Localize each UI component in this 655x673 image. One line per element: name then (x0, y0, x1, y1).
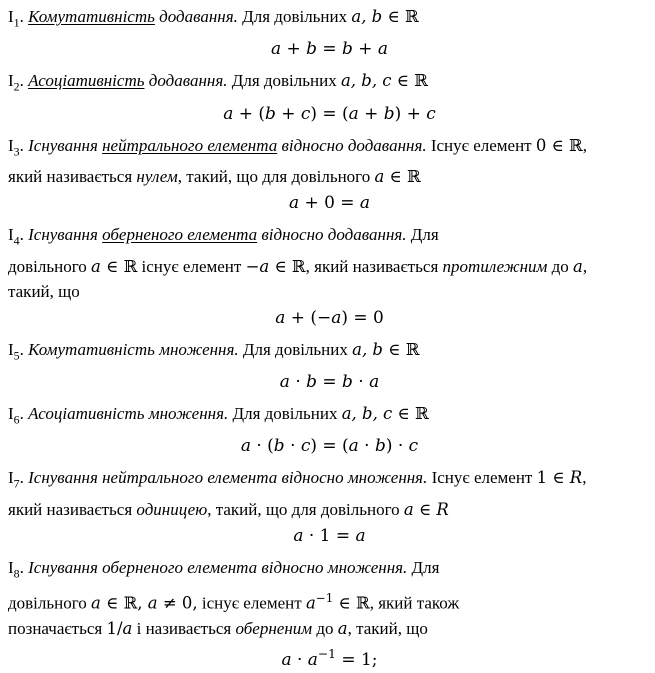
text-run: . (19, 7, 29, 26)
math-variable: a (91, 593, 101, 613)
math-variable: a (377, 39, 389, 60)
italic-text-run: відносно додавання. (277, 135, 427, 155)
math-operator: · ( (250, 436, 274, 457)
italic-text-run: Існування нейтрального елемента відносно множення. (28, 468, 428, 488)
italic-text-run: оберненим (235, 618, 313, 638)
real-numbers-symbol: ℝ (291, 256, 306, 276)
math-operator: ) = 0 (341, 307, 384, 328)
axiom-block-4 (8, 222, 651, 330)
italic-text-run: Існування (28, 135, 103, 155)
math-operator: + 0 = (299, 193, 360, 214)
math-variable: a, b (352, 339, 383, 359)
math-variable: b (342, 371, 353, 392)
math-variable: a (348, 103, 359, 124)
text-run: до (547, 256, 574, 276)
math-variable: a (337, 618, 348, 638)
axiom-block-5 (8, 337, 651, 395)
text-run: , (582, 468, 587, 488)
math-variable: a (281, 649, 292, 670)
math-operator: 1/ (106, 618, 123, 638)
axiom-text-line (8, 401, 651, 432)
text-run: , який називається (305, 256, 443, 276)
axiom-text-line (8, 4, 651, 35)
axiom-block-2 (8, 68, 651, 126)
math-variable: a (348, 436, 359, 457)
italic-text-run: додавання. (144, 71, 228, 91)
math-variable: R (569, 468, 583, 488)
text-run: I (8, 468, 14, 488)
text-run: I (8, 557, 14, 577)
math-variable: a (240, 436, 251, 457)
text-run: . (19, 403, 29, 423)
math-variable: c (426, 103, 436, 124)
text-run: довільного (8, 256, 92, 276)
axiom-index: 1 (13, 15, 20, 30)
text-run: I (8, 339, 14, 359)
exponent: −1 (315, 591, 334, 606)
axiom-index: 6 (13, 412, 20, 427)
axiom-block-6 (8, 401, 651, 459)
italic-text-run: Асоціативність множення. (28, 403, 229, 423)
text-run: Для довільних (227, 71, 341, 91)
math-variable: a (147, 593, 158, 613)
axiom-block-3 (8, 133, 651, 216)
math-operator: ∈ (269, 256, 292, 276)
math-variable: a (223, 103, 234, 124)
axiom-index: 4 (13, 233, 20, 248)
axiom-equation (8, 190, 651, 216)
math-operator: ∈ (100, 256, 124, 276)
text-run: Для (407, 557, 440, 577)
text-run: існує елемент (197, 593, 306, 613)
real-numbers-symbol: ℝ (414, 71, 428, 91)
axiom-block-1 (8, 4, 651, 62)
math-variable: a (270, 39, 282, 60)
text-run: Для довільних (228, 403, 342, 423)
text-run: який називається (8, 499, 137, 519)
math-operator: 1 ∈ (536, 468, 570, 488)
axiom-index: 5 (13, 347, 20, 362)
math-operator: + ( (233, 103, 265, 124)
axiom-text-line (8, 133, 651, 164)
real-numbers-symbol: ℝ (405, 339, 420, 359)
axiom-index: 2 (13, 79, 20, 94)
math-variable: a (374, 167, 385, 187)
text-run: Існує елемент (427, 468, 537, 488)
axiom-equation (8, 369, 651, 395)
axiom-block-7 (8, 465, 651, 548)
italic-text-run: Існування оберненого елемента відносно множення. (28, 557, 408, 577)
math-operator: = 1; (335, 649, 378, 670)
math-operator: · (352, 371, 370, 392)
math-operator: ≠ 0, (157, 593, 198, 613)
axiom-text-line (8, 254, 651, 279)
math-operator: ∈ (333, 593, 356, 613)
text-run: , такий, що (347, 618, 428, 638)
italic-text-run: нулем (136, 167, 178, 187)
italic-text-run: протилежним (442, 256, 548, 276)
axiom-text-line (8, 164, 651, 189)
math-variable: R (436, 499, 449, 519)
math-variable: b (383, 103, 395, 124)
math-variable: a (91, 256, 101, 276)
math-operator: + (275, 103, 301, 124)
underlined-term: оберненого елемента (102, 225, 258, 245)
math-operator: 0 ∈ (535, 135, 570, 155)
axiom-equation (8, 101, 651, 127)
math-variable: a (369, 371, 380, 392)
math-variable: a (275, 307, 286, 328)
math-operator: ∈ (383, 339, 406, 359)
math-variable: b (374, 436, 386, 457)
axiom-text-line (8, 68, 651, 99)
math-operator: + (− (285, 307, 332, 328)
axiom-equation (8, 433, 651, 459)
italic-text-run: відносно додавання. (257, 225, 407, 245)
text-run: Існує елемент (426, 135, 536, 155)
math-operator: ∈ (382, 7, 405, 26)
math-variable: a, b, c (340, 71, 392, 91)
text-run: . (19, 225, 29, 245)
text-run: , такий, що для довільного (177, 167, 375, 187)
text-run: і називається (132, 618, 236, 638)
text-run: . (19, 71, 29, 91)
real-numbers-symbol: ℝ (569, 135, 583, 155)
axiom-text-line (8, 555, 651, 586)
axiom-equation (8, 36, 651, 62)
math-variable: a, b, c (341, 403, 393, 423)
text-run: I (8, 225, 14, 245)
axiom-index: 8 (13, 566, 20, 581)
math-variable: b (306, 39, 317, 60)
axiom-text-line (8, 337, 651, 368)
text-run: такий, що (8, 281, 80, 301)
text-run: Для довільних (237, 7, 352, 26)
text-run: який називається (8, 167, 137, 187)
text-run: I (8, 7, 14, 26)
text-run: , який також (369, 593, 460, 613)
math-variable: b (306, 371, 317, 392)
math-operator: − (245, 256, 260, 276)
math-operator: ) · (385, 436, 409, 457)
math-variable: a (307, 649, 318, 670)
real-numbers-symbol: ℝ (123, 593, 138, 613)
math-variable: a (331, 307, 342, 328)
math-variable: a (305, 593, 316, 613)
math-operator: · (358, 436, 375, 457)
text-run: I (8, 71, 14, 91)
math-operator: · (284, 436, 301, 457)
math-variable: a (288, 193, 300, 214)
text-run: , такий, що для довільного (207, 499, 404, 519)
underlined-term: Асоціативність (28, 71, 145, 91)
axiom-text-line (8, 497, 651, 522)
math-operator: · 1 = (303, 525, 356, 546)
math-variable: a (355, 525, 366, 546)
math-operator: ) = ( (310, 103, 349, 124)
axiom-equation (8, 523, 651, 549)
math-operator: ) = ( (310, 436, 349, 457)
math-operator: ) + (394, 103, 427, 124)
math-operator: ∈ (391, 71, 415, 91)
real-numbers-symbol: ℝ (407, 167, 421, 187)
math-variable: a (122, 618, 133, 638)
math-operator: · (289, 371, 307, 392)
axiom-equation (8, 305, 651, 331)
axiom-text-line (8, 616, 651, 641)
text-run: , (582, 135, 587, 155)
text-run: Для (406, 225, 439, 245)
math-variable: a (293, 525, 304, 546)
math-variable: b (264, 103, 276, 124)
math-operator: ∈ (100, 593, 124, 613)
math-variable: a (403, 499, 414, 519)
axiom-text-line (8, 465, 651, 496)
axiom-text-line (8, 586, 651, 616)
axiom-block-8 (8, 555, 651, 673)
math-variable: b (273, 436, 285, 457)
axiom-text-line (8, 279, 651, 304)
math-variable: a (259, 256, 270, 276)
text-run: до (312, 618, 338, 638)
math-operator: = (316, 39, 342, 60)
text-run: позначається (8, 618, 107, 638)
text-run: існує елемент (137, 256, 246, 276)
math-variable: a, b (351, 7, 383, 26)
math-operator: + (352, 39, 378, 60)
text-run: I (8, 135, 14, 155)
text-run: I (8, 403, 14, 423)
underlined-term: Комутативність (28, 7, 155, 26)
math-variable: a (573, 256, 583, 276)
math-variable: c (300, 103, 311, 124)
real-numbers-symbol: ℝ (404, 7, 419, 26)
underlined-term: нейтрального елемента (102, 135, 278, 155)
italic-text-run: одиницею (136, 499, 208, 519)
real-numbers-symbol: ℝ (355, 593, 370, 613)
text-run: Для довільних (238, 339, 353, 359)
math-operator: · (291, 649, 308, 670)
text-run: . (19, 468, 29, 488)
real-numbers-symbol: ℝ (123, 256, 138, 276)
math-variable: a (359, 193, 371, 214)
math-variable: b (342, 39, 353, 60)
exponent: −1 (317, 646, 336, 661)
math-operator: ∈ (384, 167, 407, 187)
text-run: . (19, 339, 29, 359)
italic-text-run: Існування (28, 225, 103, 245)
text-run: . (19, 135, 29, 155)
text-run: довільного (8, 593, 92, 613)
axiom-text-line (8, 222, 651, 253)
italic-text-run: додавання. (154, 7, 238, 26)
axiom-index: 3 (13, 144, 20, 159)
math-operator: + (281, 39, 307, 60)
math-operator: ∈ (413, 499, 437, 519)
italic-text-run: Комутативність множення. (28, 339, 239, 359)
math-variable: a (279, 371, 290, 392)
math-operator: = (316, 371, 342, 392)
axiom-equation (8, 642, 651, 673)
math-variable: c (408, 436, 419, 457)
math-operator: ∈ (392, 403, 415, 423)
math-variable: c (300, 436, 311, 457)
axiom-index: 7 (13, 476, 20, 491)
text-run: , (582, 256, 588, 276)
math-operator: + (358, 103, 384, 124)
text-run: . (19, 557, 29, 577)
real-numbers-symbol: ℝ (414, 403, 429, 423)
math-operator: , (137, 593, 148, 613)
